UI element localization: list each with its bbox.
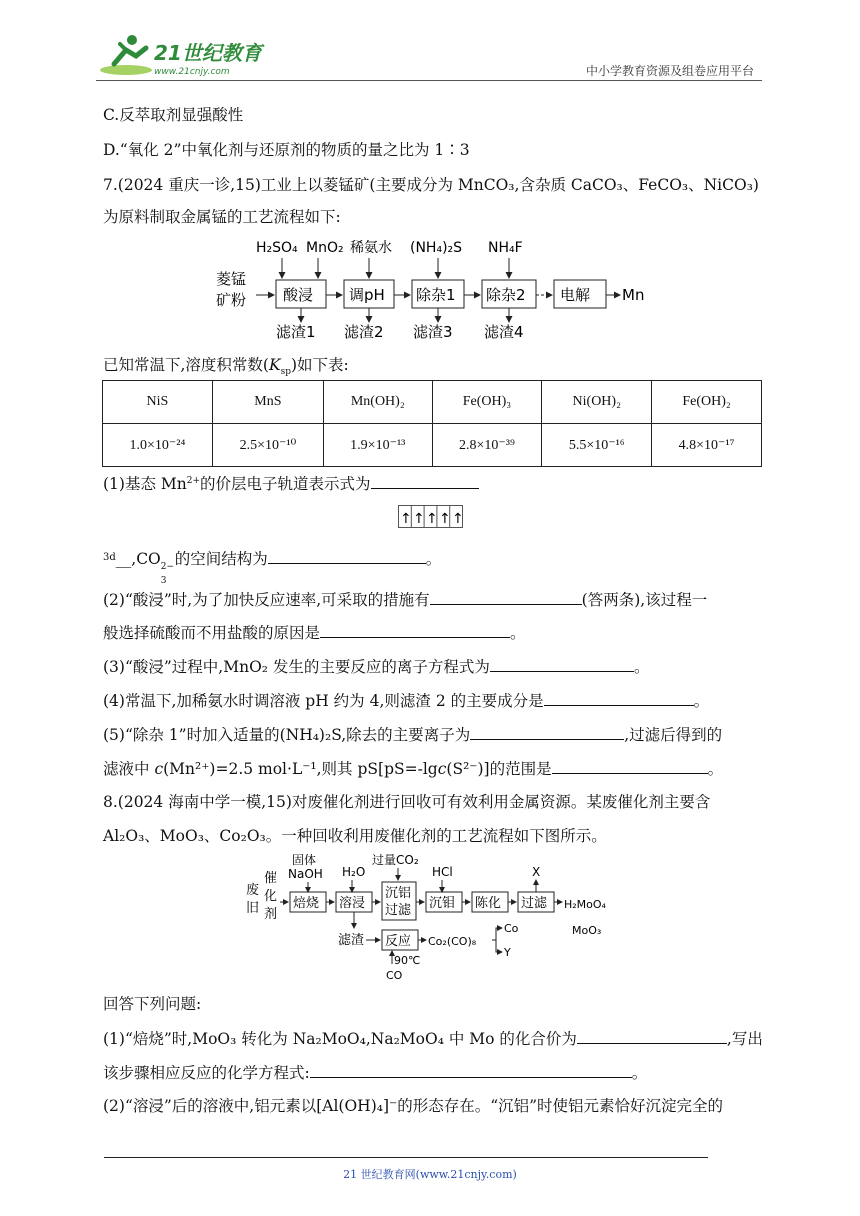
flow2-x: X	[532, 865, 541, 879]
flow-diagram-2	[240, 850, 660, 984]
a2-line1: (2)“溶浸”后的溶液中,铝元素以[Al(OH)₄]⁻的形态存在。“沉铝”时使铝元素恰好沉淀完全的	[103, 1097, 724, 1115]
answer-blank[interactable]	[310, 1061, 632, 1078]
answer-intro: 回答下列问题:	[103, 995, 202, 1013]
ksp-header: Ni(OH)₂	[542, 381, 652, 424]
svg-text:溶浸: 溶浸	[339, 896, 366, 911]
ksp-header: MnS	[212, 381, 323, 424]
flow2-feed: 废	[246, 883, 260, 898]
flow1-feed-1: 菱锰	[216, 270, 247, 288]
flow1-residue-2: 滤渣2	[344, 323, 384, 341]
ksp-value: 1.0×10⁻²⁴	[103, 424, 213, 467]
a1-line1: (1)“焙烧”时,MoO₃ 转化为 Na₂MoO₄,Na₂MoO₄ 中 Mo 的化合价为 ,写出	[103, 1027, 763, 1050]
flow2-temp: 90℃	[394, 954, 421, 967]
flow1-reagent-mno2: MnO₂	[306, 240, 344, 256]
part3-line: (3)“酸浸”过程中,MnO₂ 发生的主要反应的离子方程式为 。	[103, 655, 649, 678]
svg-text:↑: ↑	[452, 511, 464, 527]
flow2-naoh: NaOH	[288, 867, 323, 881]
svg-text:催: 催	[264, 871, 278, 886]
answer-blank[interactable]	[544, 689, 694, 706]
svg-text:反应: 反应	[385, 934, 412, 949]
ksp-header: Fe(OH)₃	[432, 381, 542, 424]
flow2-hcl: HCl	[432, 865, 453, 879]
q7-line2: 为原料制取金属锰的工艺流程如下:	[103, 208, 341, 226]
flow2-h2o: H₂O	[342, 865, 366, 879]
footer-rule	[104, 1157, 708, 1158]
table-row	[103, 424, 762, 467]
q8-line1: 8.(2024 海南中学一模,15)对废催化剂进行回收可有效利用金属资源。某废催化剂主要含	[103, 793, 711, 811]
flow1-residue-3: 滤渣3	[413, 323, 453, 341]
svg-text:焙烧: 焙烧	[293, 896, 320, 911]
ksp-value: 2.8×10⁻³⁹	[432, 424, 542, 467]
part1-line: (1)基态 $Mn^{2+}$的价层电子轨道表示式为	[103, 470, 479, 495]
svg-text:电解: 电解	[560, 286, 591, 304]
flow2-solid-label: 固体	[292, 853, 317, 867]
svg-text:↑: ↑	[439, 511, 451, 527]
svg-text:过滤: 过滤	[521, 896, 548, 911]
flow2-coco: Co₂(CO)₈	[428, 935, 477, 948]
ksp-value: 4.8×10⁻¹⁷	[652, 424, 762, 467]
header-right-text: 中小学教育资源及组卷应用平台	[585, 64, 754, 78]
footer-text[interactable]: 21 世纪教育网(www.21cnjy.com)	[343, 1168, 517, 1181]
svg-text:旧: 旧	[246, 901, 260, 916]
answer-blank[interactable]	[577, 1027, 727, 1044]
q8-line2: Al₂O₃、MoO₃、Co₂O₃。一种回收利用废催化剂的工艺流程如下图所示。	[103, 827, 607, 845]
svg-text:除杂2: 除杂2	[486, 286, 526, 304]
flow1-reagent-nh4f: NH₄F	[488, 240, 523, 256]
svg-text:过滤: 过滤	[385, 903, 412, 918]
flow2-product-1: H₂MoO₄	[564, 898, 606, 911]
orbital-diagram	[398, 503, 464, 531]
flow-diagram-1	[210, 234, 670, 342]
flow2-co-product: Co	[504, 922, 519, 935]
flow1-reagent-nh4-2s: (NH₄)₂S	[410, 240, 463, 256]
option-c: C.反萃取剂显强酸性	[103, 106, 244, 124]
flow2-co-gas: CO	[386, 969, 403, 982]
svg-text:除杂1: 除杂1	[416, 286, 456, 304]
ksp-header: NiS	[103, 381, 213, 424]
answer-blank[interactable]	[490, 655, 634, 672]
svg-text:↑: ↑	[413, 511, 425, 527]
logo	[96, 30, 266, 80]
logo-url: www.21cnjy.com	[154, 67, 230, 77]
a1-line2: 该步骤相应反应的化学方程式: 。	[103, 1061, 647, 1084]
svg-text:沉钼: 沉钼	[429, 896, 456, 911]
logo-text: 21世纪教育	[154, 41, 262, 65]
answer-blank[interactable]	[268, 547, 426, 564]
flow1-reagent-h2so4: H₂SO₄	[256, 240, 298, 256]
part5-line2: 滤液中 c(Mn²⁺)=2.5 mol·L⁻¹,则其 pS[pS=-lgc(S²⁻)]的范围是 。	[103, 757, 723, 780]
svg-text:化: 化	[264, 889, 278, 904]
flow2-y: Y	[504, 946, 511, 959]
part2-line2: 般选择硫酸而不用盐酸的原因是 。	[103, 621, 526, 644]
known-ksp-line: 已知常温下,溶度积常数$(K_{sp})$如下表:	[103, 356, 349, 378]
svg-text:酸浸: 酸浸	[283, 286, 314, 304]
answer-blank[interactable]	[430, 588, 582, 605]
flow1-residue-1: 滤渣1	[276, 323, 316, 341]
ksp-header: Fe(OH)₂	[652, 381, 762, 424]
ksp-value: 1.9×10⁻¹³	[324, 424, 433, 467]
q7-line1: 7.(2024 重庆一诊,15)工业上以菱锰矿(主要成分为 MnCO₃,含杂质 CaCO₃、FeCO₃、NiCO₃)	[103, 176, 759, 194]
svg-text:↑: ↑	[400, 511, 412, 527]
ksp-table	[102, 380, 762, 467]
flow1-residue-4: 滤渣4	[484, 323, 524, 341]
answer-blank[interactable]	[320, 621, 510, 638]
flow2-residue: 滤渣	[338, 933, 365, 948]
svg-text:调pH: 调pH	[349, 286, 385, 304]
ksp-value: 2.5×10⁻¹⁰	[212, 424, 323, 467]
answer-blank[interactable]	[371, 472, 479, 489]
part5-line1: (5)“除杂 1”时加入适量的(NH₄)₂S,除去的主要离子为 ,过滤后得到的	[103, 723, 722, 746]
svg-text:陈化: 陈化	[475, 896, 502, 911]
flow1-reagent-ammonia: 稀氨水	[350, 240, 392, 256]
svg-text:剂: 剂	[264, 907, 278, 922]
answer-blank[interactable]	[552, 757, 708, 774]
header-rule	[96, 80, 762, 81]
ksp-header: Mn(OH)₂	[324, 381, 433, 424]
svg-text:沉铝: 沉铝	[385, 886, 412, 901]
option-d: D.“氧化 2”中氧化剂与还原剂的物质的量之比为 1∶3	[103, 141, 470, 159]
flow1-product: Mn	[622, 286, 645, 304]
svg-text:↑: ↑	[426, 511, 438, 527]
part1-continue-line: $^{3d}$__,CO 2− 3 的空间结构为 。	[103, 547, 441, 570]
ksp-value: 5.5×10⁻¹⁶	[542, 424, 652, 467]
table-row	[103, 381, 762, 424]
part2-line1: (2)“酸浸”时,为了加快反应速率,可采取的措施有 (答两条),该过程一	[103, 588, 707, 611]
flow2-co2: 过量CO₂	[372, 853, 419, 867]
answer-blank[interactable]	[470, 723, 624, 740]
flow2-product-2: MoO₃	[572, 924, 602, 937]
part4-line: (4)常温下,加稀氨水时调溶液 pH 约为 4,则滤渣 2 的主要成分是 。	[103, 689, 709, 712]
flow1-feed-2: 矿粉	[216, 291, 247, 309]
